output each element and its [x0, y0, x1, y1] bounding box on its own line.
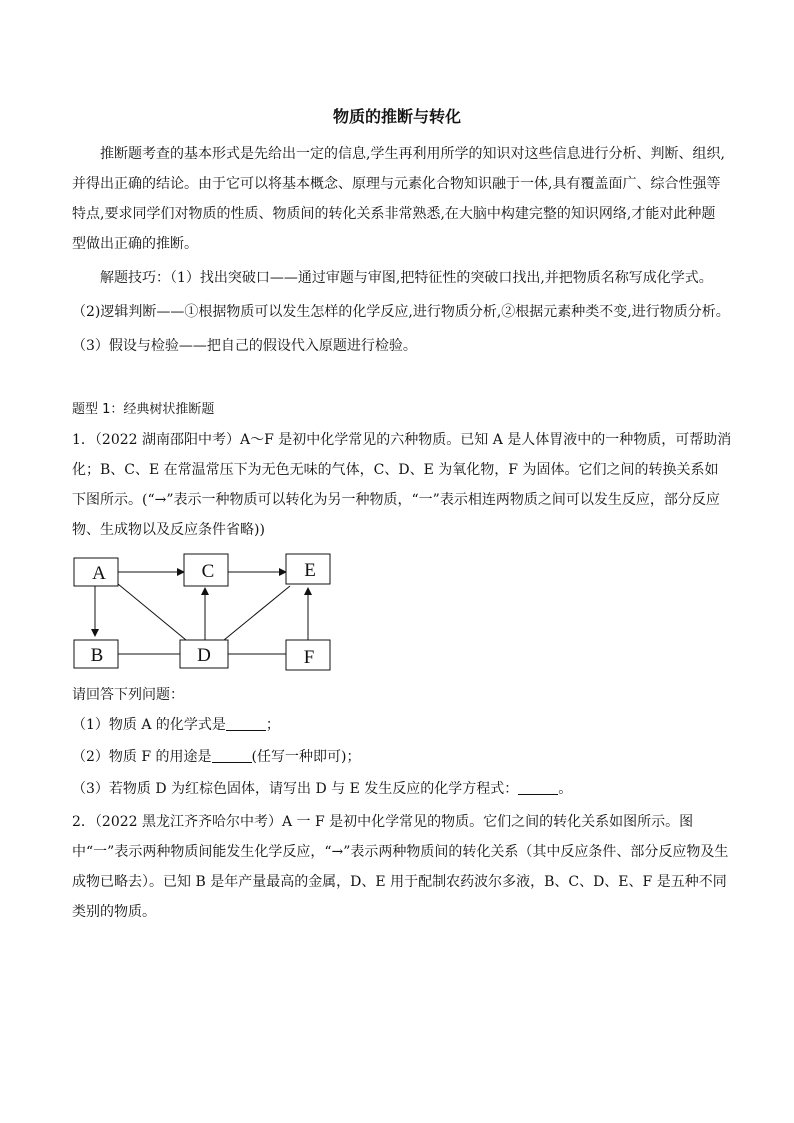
node-a: A	[92, 563, 106, 584]
question-1-prompt: 请回答下列问题：	[72, 687, 184, 703]
transformation-diagram	[68, 548, 338, 674]
page-title: 物质的推断与转化	[332, 107, 461, 126]
question-1-text: 1．（2022 湖南邵阳中考）A～F 是初中化学常见的六种物质。已知 A 是人体胃液中的一种物质，可帮助消化；B、C、E 在常温常压下为无色无味的气体，C、D、E 为氧化物，F 为固体。它们之间的转换关系如下图所示。(“→”表示一种物质可以转化为另一种物质，“一”表示相连两物质之间可以发生反应，部分反应物、生成物以及反应条件省略))	[72, 432, 732, 538]
sub-question-2	[72, 746, 732, 768]
answer-blank	[226, 716, 266, 731]
link-a-d	[118, 584, 186, 640]
tips-line-2: （2)逻辑判断——①根据物质可以发生怎样的化学反应,进行物质分析,②根据元素种类不变,进行物质分析。	[72, 304, 730, 320]
tips-line-3: （3）假设与检验——把自己的假设代入原题进行检验。	[72, 338, 417, 354]
sub-question-3	[72, 778, 732, 800]
node-c: C	[201, 561, 215, 582]
section-title: 题型 1：经典树状推断题	[72, 402, 215, 417]
tips-line-1: 解题技巧：（1）找出突破口——通过审题与审图,把特征性的突破口找出,并把物质名称写成化学式。	[100, 270, 713, 286]
link-d-e	[224, 586, 290, 640]
node-e: E	[304, 560, 316, 581]
sub-question-3-text: （3）若物质 D 为红棕色固体，请写出 D 与 E 发生反应的化学方程式：	[72, 781, 519, 797]
sub-question-2-tail: (任写一种即可)；	[251, 749, 361, 765]
answer-blank	[212, 748, 252, 763]
sub-question-3-tail: 。	[558, 781, 573, 797]
node-b: B	[90, 645, 104, 666]
intro-paragraph: 推断题考查的基本形式是先给出一定的信息,学生再利用所学的知识对这些信息进行分析、判断、组织,并得出正确的结论。由于它可以将基本概念、原理与元素化合物知识融于一体,具有覆盖面广、综合性强等特点,要求同学们对物质的性质、物质间的转化关系非常熟悉,在大脑中构建完整的知识网络,才能对此种题型做出正确的推断。	[72, 146, 725, 252]
sub-question-2-text: （2）物质 F 的用途是	[72, 749, 212, 765]
node-d: D	[197, 645, 211, 666]
question-2-text: 2．（2022 黑龙江齐齐哈尔中考）A 一 F 是初中化学常见的物质。它们之间的转化关系如图所示。图中“一”表示两种物质间能发生化学反应，“→”表示两种物质间的转化关系（其中反应条件、部分反应物及生成物已略去）。已知 B 是年产量最高的金属，D、E 用于配制农药波尔多液，B、C、D、E、F 是五种不同类别的物质。	[72, 814, 729, 920]
sub-question-1-tail: ；	[265, 717, 280, 733]
node-f: F	[303, 647, 315, 668]
sub-question-1-text: （1）物质 A 的化学式是	[72, 717, 226, 733]
answer-blank	[518, 780, 558, 795]
sub-question-1	[72, 714, 732, 736]
